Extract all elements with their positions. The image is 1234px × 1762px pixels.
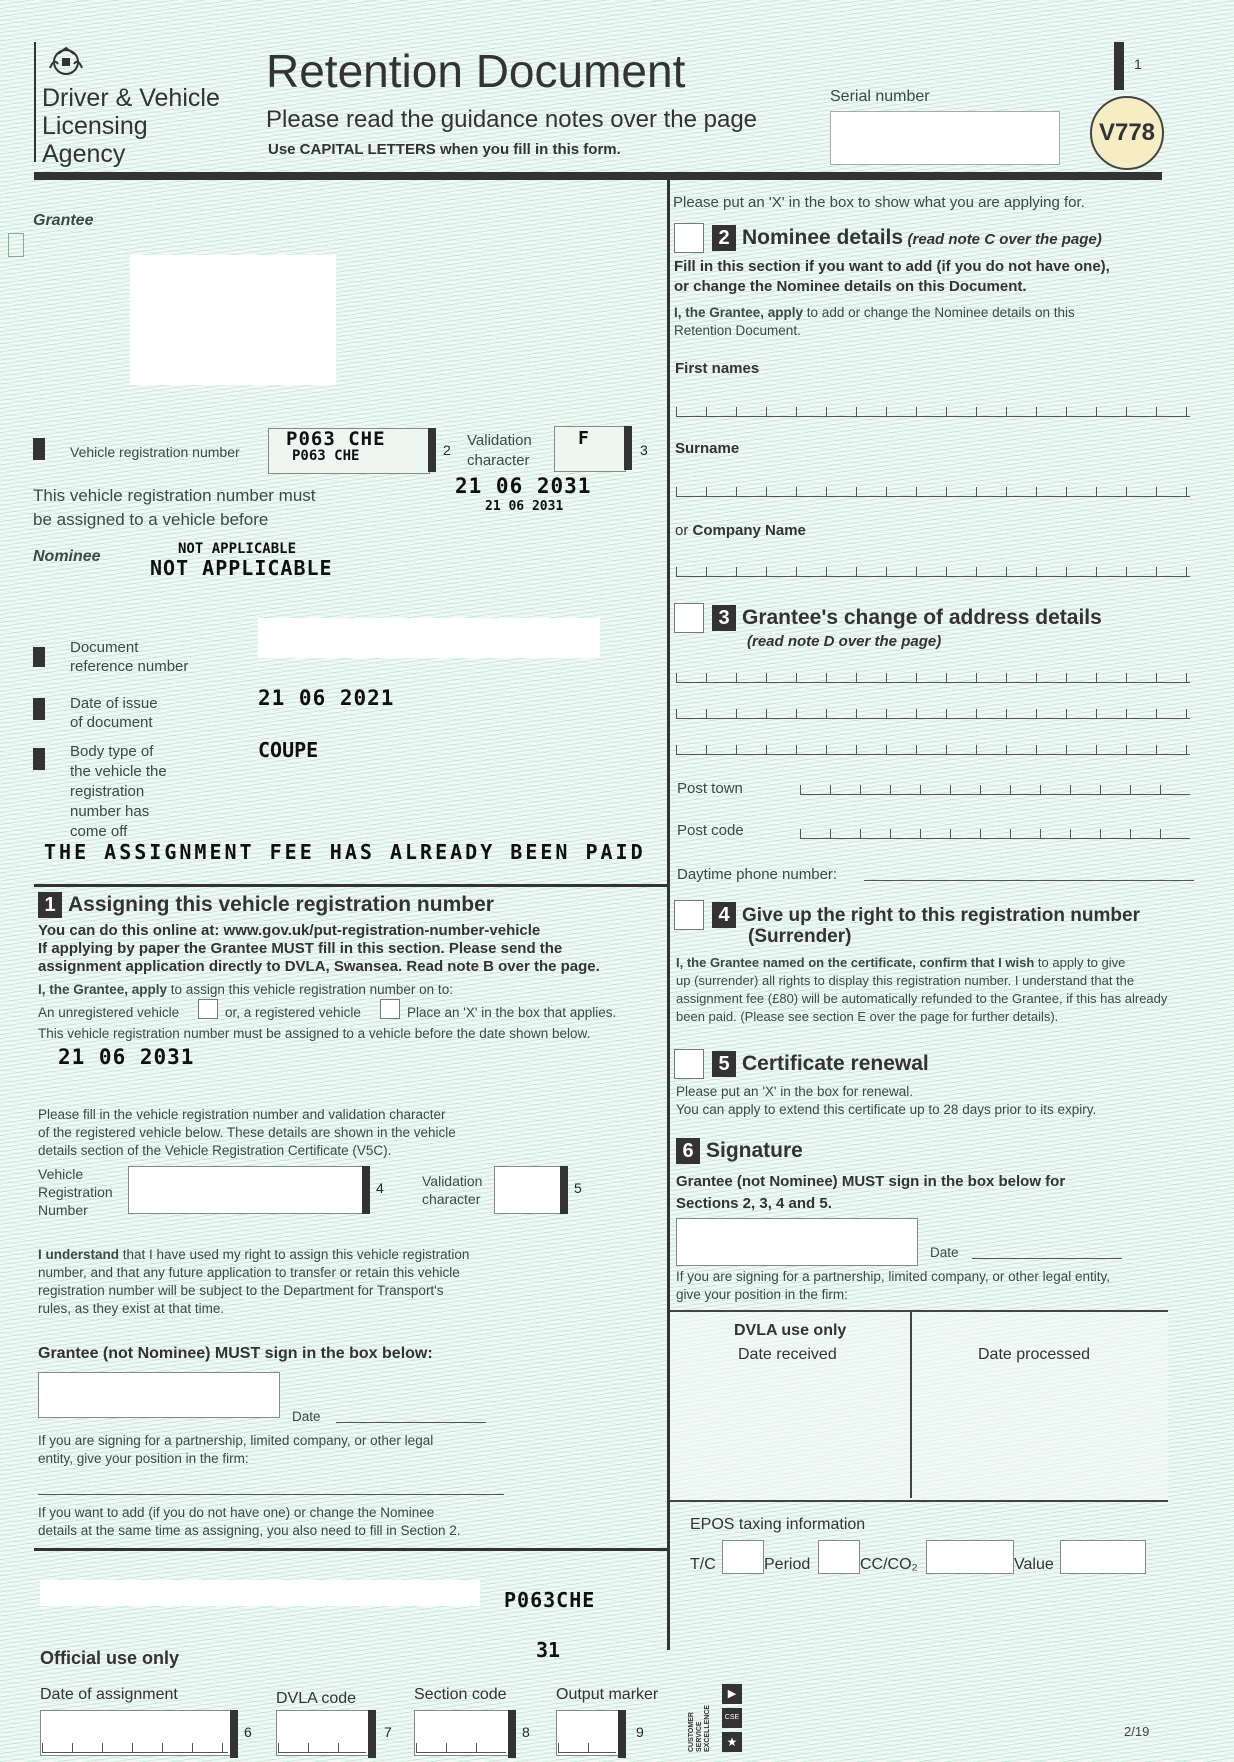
date-assignment-label: Date of assignment [40,1686,178,1703]
section-1-number: 1 [38,892,62,918]
post-code-label: Post code [677,822,744,839]
first-names-label: First names [675,360,760,377]
section-2-fill-line: Fill in this section if you want to add (if you do not have one), [674,258,1110,275]
fee-paid-notice: THE ASSIGNMENT FEE HAS ALREADY BEEN PAID [44,840,646,864]
cse-text-line: EXCELLENCE [704,1704,711,1752]
signature-date-line[interactable] [336,1422,486,1423]
unregistered-checkbox[interactable] [198,999,218,1019]
fill-instruction [38,1106,456,1160]
assign-before-text [33,484,316,532]
paper-instruction-line: assignment application directly to DVLA, Swansea. Read note B over the page. [38,958,600,975]
version-label: 2/19 [1124,1724,1150,1739]
grantee-sign-label: Grantee (not Nominee) MUST sign in the box below: [38,1345,433,1362]
capital-letters-instruction: Use CAPITAL LETTERS when you fill in this form. [268,141,621,158]
page-title: Retention Document [266,45,686,97]
understand-line: number, and that any future application to transfer or retain this vehicle [38,1265,460,1280]
company-name-input[interactable] [676,558,1190,577]
issue-date-value: 21 06 2021 [258,686,395,710]
section-1-intro [38,922,600,976]
section-6-partnership-line: If you are signing for a partnership, limited company, or other legal entity, [676,1269,1110,1284]
validation-value: F [578,428,589,449]
section-2-title: Nominee details [742,226,904,249]
section-5-number: 5 [712,1051,736,1077]
star-icon: ★ [722,1732,742,1752]
tc-field[interactable] [722,1540,764,1574]
post-code-input[interactable] [800,820,1190,839]
company-name-label [675,522,806,539]
section-2-apply [674,304,1075,340]
section-4-bold: I, the Grantee named on the certificate, confirm that I wish [676,955,1035,970]
understand-bold: I understand [38,1247,120,1262]
nominee-note-line: details at the same time as assigning, you also need to fill in Section 2. [38,1523,461,1538]
section-2-number: 2 [712,225,736,251]
online-link-text: You can do this online at: www.gov.uk/put-registration-number-vehicle [38,922,541,939]
section-5-title: Certificate renewal [742,1052,929,1075]
section-2-apply-bold: I, the Grantee, apply [674,305,804,320]
body-type-label-line: come off [70,823,128,840]
section-6-date-line[interactable] [972,1258,1122,1259]
section-5-text [676,1083,1096,1119]
validation-char-bar [560,1166,568,1214]
marker-5: 5 [574,1180,582,1196]
section-4-line: up (surrender) all rights to display this registration number. I understand that the [676,973,1135,988]
section-6-heading [676,1138,803,1164]
section-6-number: 6 [676,1138,700,1164]
section-code-label: Section code [414,1686,507,1703]
ccco2-field[interactable] [926,1540,1014,1574]
issue-label-line: Date of issue [70,695,158,712]
unregistered-label: An unregistered vehicle [38,1005,180,1020]
print-number: 31 [536,1638,561,1662]
surname-label: Surname [675,440,740,457]
partnership-line: entity, give your position in the firm: [38,1451,249,1466]
assign-before-line: be assigned to a vehicle before [33,510,269,529]
paper-instruction-line: If applying by paper the Grantee MUST fill in this section. Please send the [38,940,563,957]
validation-char-label [422,1172,482,1208]
before-date-primary: 21 06 2031 [455,474,592,498]
before-date-secondary: 21 06 2031 [485,499,564,514]
dvla-code-combs [278,1734,366,1753]
docref-label-line: Document [70,639,139,656]
partnership-text [38,1432,433,1468]
section-4-line: been paid. (Please see section E over the page for further details). [676,1009,1059,1024]
place-x-instruction: Place an 'X' in the box that applies. [407,1005,617,1020]
validation-char-label-line: character [422,1191,481,1207]
registered-label: or, a registered vehicle [225,1005,361,1020]
crest-icon [44,44,88,80]
serial-number-label: Serial number [830,88,930,105]
vehicle-reg-bar [362,1166,370,1214]
validation-char-input[interactable] [494,1166,562,1214]
date-processed-label: Date processed [978,1346,1091,1363]
serial-number-field [830,111,1060,165]
section-6-title: Signature [706,1139,803,1162]
output-marker-bar [618,1710,626,1758]
section-4-number: 4 [712,902,736,928]
section-4-rest: to apply to give [1034,955,1126,970]
nominee-label: Nominee [33,548,101,565]
grantee-label: Grantee [33,212,94,229]
section-4-text [676,954,1167,1026]
section-3-checkbox[interactable] [674,603,704,633]
nominee-value-primary: NOT APPLICABLE [150,556,333,580]
partnership-line: If you are signing for a partnership, limited company, or other legal [38,1433,434,1448]
apply-bold: I, the Grantee, apply [38,982,168,997]
body-type-label-line: number has [70,803,150,820]
validation-box-bar [624,426,632,470]
apply-rest: to assign this vehicle registration number on to: [167,982,453,997]
must-before-text: This vehicle registration number must be assigned to a vehicle before the date shown below. [38,1026,591,1041]
form-code-badge: V778 [1090,96,1164,170]
section-5-heading [712,1051,929,1077]
marker-4: 4 [376,1180,384,1196]
vehicle-reg-label-line: Number [38,1202,88,1218]
surname-input[interactable] [676,478,1190,497]
agency-divider [34,42,36,162]
fill-instruction-line: Please fill in the vehicle registration number and validation character [38,1107,446,1122]
section-2-note: (read note C over the page) [907,231,1102,248]
section-4-subtitle: (Surrender) [748,926,852,947]
grantee-signature-box[interactable] [38,1372,280,1418]
vehicle-reg-label-line: Vehicle [38,1166,84,1182]
nominee-note-line: If you want to add (if you do not have one) or change the Nominee [38,1505,435,1520]
vehicle-reg-input[interactable] [128,1166,364,1214]
validation-label-2: character [467,452,530,469]
body-type-label [70,742,167,842]
period-label: Period [764,1556,811,1573]
official-use-label: Official use only [40,1648,180,1668]
section-6-date-label: Date [930,1245,959,1260]
vrn-value-secondary: P063 CHE [292,448,360,464]
agency-line: Driver & Vehicle [42,84,220,112]
section-4-heading [712,902,1140,928]
issue-label-line: of document [70,714,153,731]
section-6-text [676,1171,1065,1215]
page-marker: 1 [1134,56,1142,72]
section-2-fill [674,257,1110,297]
value-field[interactable] [1060,1540,1146,1574]
issue-label [70,694,158,732]
page-subtitle: Please read the guidance notes over the page [266,106,758,133]
tc-label: T/C [690,1556,716,1573]
field-marker [33,438,45,460]
output-marker-label: Output marker [556,1686,659,1703]
post-town-label: Post town [677,780,743,797]
print-code: P063CHE [504,1588,596,1612]
understand-line: registration number will be subject to the Department for Transport's [38,1283,444,1298]
epos-label: EPOS taxing information [690,1516,866,1533]
marker-9: 9 [636,1724,644,1740]
understand-text [38,1246,469,1318]
nominee-note [38,1504,461,1540]
marker-7: 7 [384,1724,392,1740]
section-6-partnership [676,1268,1110,1304]
company-name-text: Company Name [692,522,806,539]
validation-box [554,426,626,472]
field-marker [33,698,45,720]
section-6-line: Sections 2, 3, 4 and 5. [676,1195,832,1212]
first-names-input[interactable] [676,398,1190,417]
address-redacted [40,1580,480,1606]
date-assignment-combs [42,1734,228,1753]
section-2-heading [712,225,1102,251]
header-rule [34,172,1162,180]
cse-text [688,1705,712,1752]
section-4-checkbox[interactable] [674,900,704,930]
section-3-title: Grantee's change of address details [742,606,1102,629]
or-label: or [675,522,693,539]
fill-instruction-line: details section of the Vehicle Registration Certificate (V5C). [38,1143,392,1158]
signature-date-label: Date [292,1409,321,1424]
body-type-label-line: registration [70,783,145,800]
agency-line: Agency [42,140,126,168]
vrn-value-primary: P063 CHE [286,428,386,450]
nominee-value-secondary: NOT APPLICABLE [178,541,297,557]
date-received-label: Date received [738,1346,837,1363]
section-5-checkbox[interactable] [674,1049,704,1079]
section-3-number: 3 [712,605,736,631]
section-5-line: Please put an 'X' in the box for renewal. [676,1084,914,1099]
body-type-label-line: the vehicle the [70,763,167,780]
dvla-divider [910,1312,912,1498]
section-6-signature-box[interactable] [676,1218,918,1266]
address-line-3-input[interactable] [676,736,1190,755]
vrn-box-bar [428,428,436,472]
post-town-input[interactable] [800,776,1190,795]
cse-text-line: SERVICE [696,1721,703,1752]
section-6-partnership-line: give your position in the firm: [676,1287,848,1302]
docref-label-line: reference number [70,658,189,675]
section-4-line: assignment fee (£80) will be automatically refunded to the Grantee, if this has already [676,991,1168,1006]
validation-char-label-line: Validation [422,1173,483,1189]
assign-before-line: This vehicle registration number must [33,486,316,505]
vehicle-reg-label-line: Registration [38,1184,113,1200]
address-line-2-input[interactable] [676,700,1190,719]
docref-redacted [258,618,600,658]
dvla-code-label: DVLA code [276,1690,357,1707]
section-2-apply-rest: to add or change the Nominee details on this [803,305,1075,320]
play-icon: ▶ [722,1684,742,1704]
docref-label [70,638,188,676]
body-type-value: COUPE [258,738,319,762]
section-2-fill-line: or change the Nominee details on this Document. [674,278,1027,295]
position-line[interactable] [38,1494,504,1495]
section-1-title: Assigning this vehicle registration number [68,893,494,916]
validation-label-1: Validation [467,432,532,449]
section-1-apply [38,981,453,999]
field-marker [33,647,45,667]
section-1-rule [34,884,668,887]
dvla-use-label: DVLA use only [734,1322,847,1339]
ccco2-label: CC/CO₂ [860,1556,918,1573]
field-marker [33,748,45,770]
section-2-apply-line: Retention Document. [674,323,801,338]
agency-line: Licensing [42,112,148,140]
grantee-address-redacted [130,255,336,385]
section-2-checkbox[interactable] [674,223,704,253]
agency-name [42,84,220,168]
side-mark [8,233,24,257]
vehicle-reg-label [38,1165,113,1219]
section-code-bar [508,1710,516,1758]
marker-2: 2 [443,442,451,458]
address-line-1-input[interactable] [676,664,1190,683]
section-3-heading [712,605,1102,631]
section-1-date-value: 21 06 2031 [58,1045,195,1069]
marker-8: 8 [522,1724,530,1740]
phone-input[interactable] [864,880,1194,881]
section-5-line: You can apply to extend this certificate up to 28 days prior to its expiry. [676,1102,1097,1117]
official-rule [34,1548,670,1551]
section-1-heading [38,892,494,918]
output-marker-combs [558,1734,616,1753]
put-x-instruction: Please put an 'X' in the box to show what you are applying for. [673,194,1085,211]
section-4-title: Give up the right to this registration number [742,905,1140,926]
fill-instruction-line: of the registered vehicle below. These details are shown in the vehicle [38,1125,456,1140]
marker-6: 6 [244,1724,252,1740]
section-code-combs [416,1734,506,1753]
body-type-label-line: Body type of [70,743,154,760]
vrn-label: Vehicle registration number [70,444,240,460]
date-assignment-bar [230,1710,238,1758]
dvla-code-bar [368,1710,376,1758]
cse-text-line: CUSTOMER [688,1712,695,1752]
understand-line: rules, as they exist at that time. [38,1301,225,1316]
registered-checkbox[interactable] [380,999,400,1019]
period-field[interactable] [818,1540,860,1574]
section-3-note: (read note D over the page) [747,633,942,650]
phone-label: Daytime phone number: [677,866,838,883]
value-label: Value [1014,1556,1054,1573]
marker-3: 3 [640,442,648,458]
corner-marker [1114,42,1124,90]
understand-line: that I have used my right to assign this vehicle registration [119,1247,470,1262]
cse-badge: CSE [722,1708,742,1728]
section-6-line: Grantee (not Nominee) MUST sign in the box below for [676,1173,1066,1190]
